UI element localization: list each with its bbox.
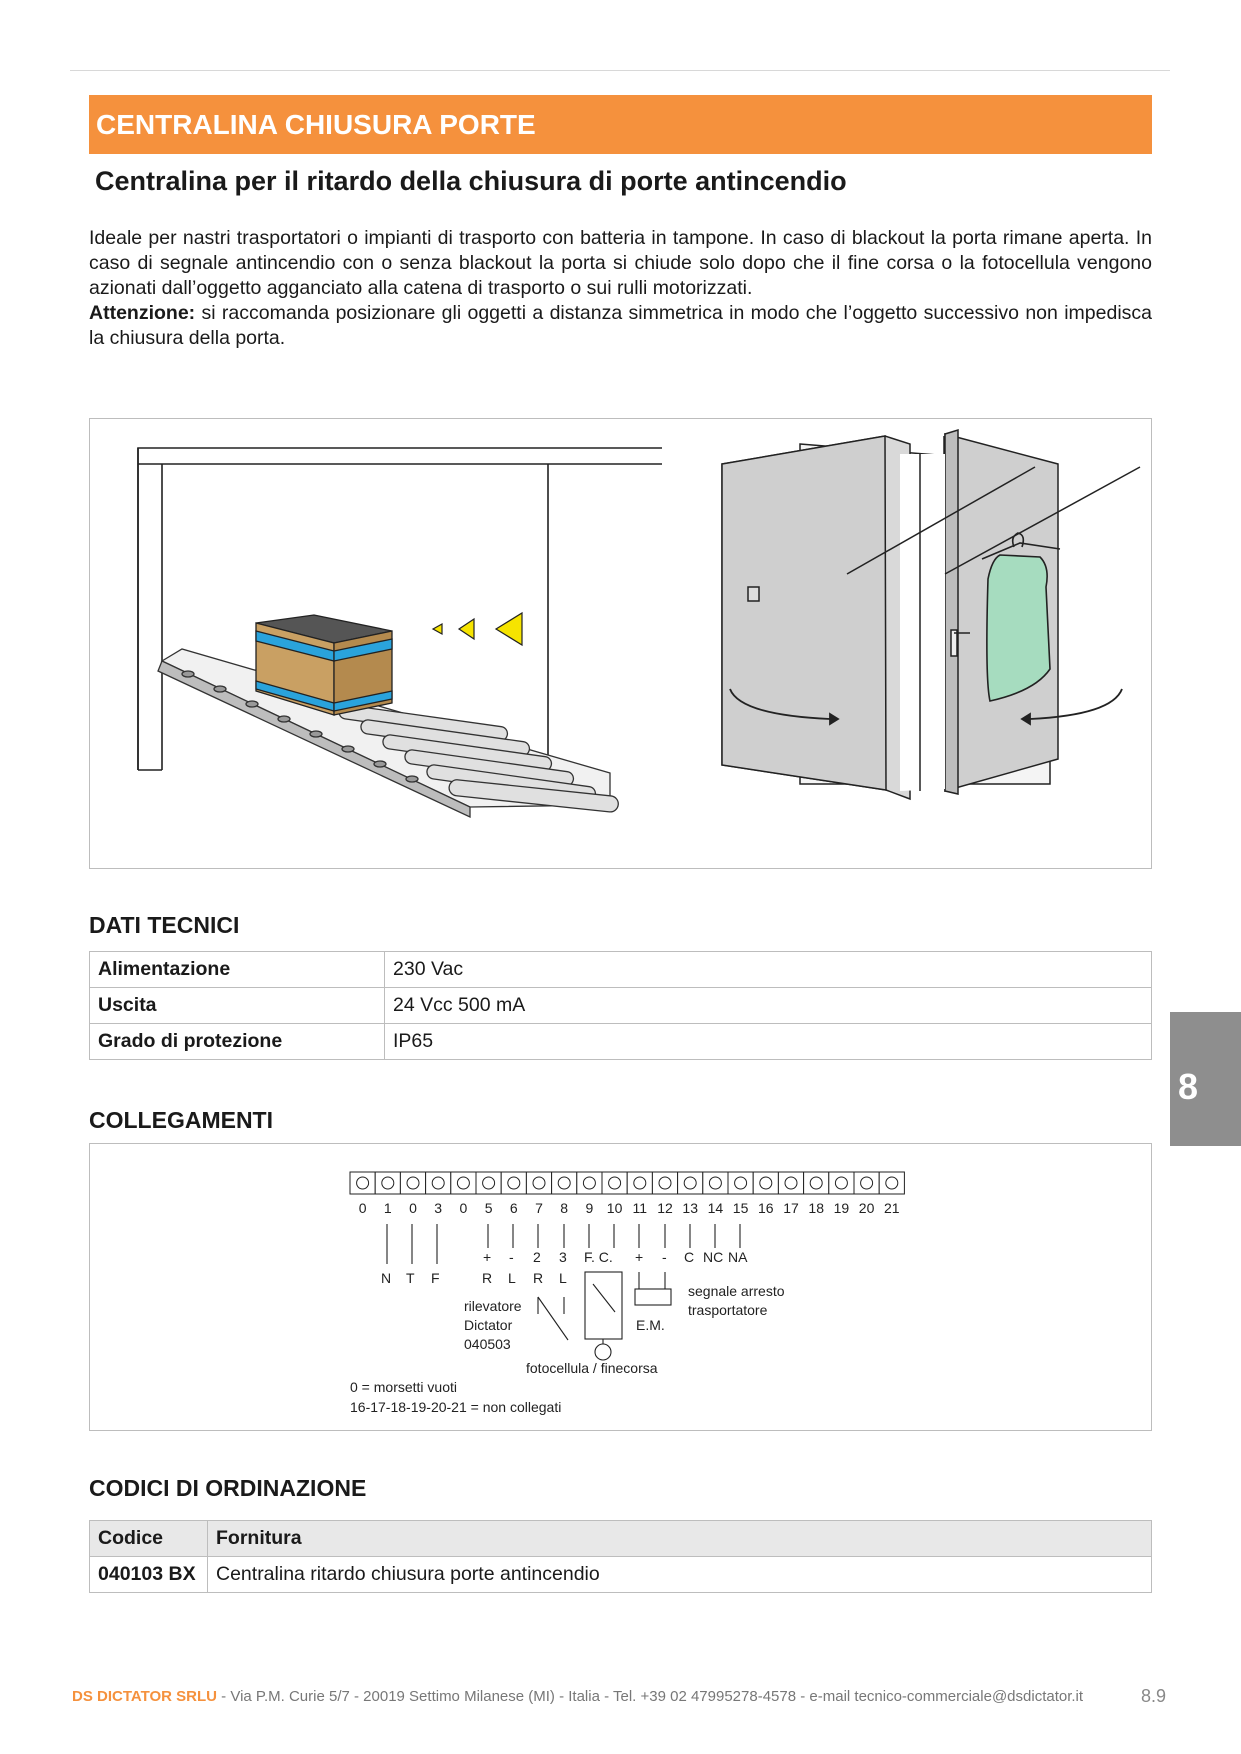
spec-value: 230 Vac xyxy=(385,952,1152,988)
collegamenti-title: COLLEGAMENTI xyxy=(89,1107,273,1133)
note-non-collegati: 16-17-18-19-20-21 = non collegati xyxy=(350,1399,562,1415)
order-code: 040103 BX xyxy=(90,1557,208,1593)
label-l: L xyxy=(508,1270,516,1286)
page-footer xyxy=(72,1688,1083,1705)
label-nc: NC xyxy=(703,1249,724,1265)
dati-tecnici-title: DATI TECNICI xyxy=(89,912,240,938)
terminal-screw-icon xyxy=(558,1177,570,1189)
wiring-svg xyxy=(90,1144,1151,1430)
terminal-number: 12 xyxy=(657,1200,673,1216)
terminal-number: 11 xyxy=(632,1200,648,1216)
spec-value: 24 Vcc 500 mA xyxy=(385,988,1152,1024)
codici-title: CODICI DI ORDINAZIONE xyxy=(89,1475,367,1501)
label-minus-em: - xyxy=(662,1249,667,1265)
table-row xyxy=(90,988,1152,1024)
terminal-number: 15 xyxy=(732,1200,749,1216)
chapter-number: 8 xyxy=(1178,1066,1199,1107)
illustration-svg xyxy=(90,419,1151,868)
terminal-number: 16 xyxy=(758,1200,774,1216)
label-fc: F. C. xyxy=(584,1249,613,1265)
terminal-screw-icon xyxy=(609,1177,621,1189)
terminal-number: 20 xyxy=(858,1200,875,1216)
label-em: E.M. xyxy=(636,1317,665,1333)
codici-table xyxy=(89,1520,1152,1593)
label-plus: + xyxy=(483,1249,492,1265)
terminal-screw-icon xyxy=(659,1177,671,1189)
terminal-screw-icon xyxy=(709,1177,721,1189)
label-minus: - xyxy=(509,1249,514,1265)
column-header-fornitura: Fornitura xyxy=(208,1521,1152,1557)
top-rule xyxy=(70,70,1170,71)
intro-text: Ideale per nastri trasportatori o impianti di trasporto con batteria in tampone. In caso di blackout la porta rimane aperta. In caso di segnale antincendio con o senza blackout la porta si chiude solo dopo che il fine corsa o la fotocellula vengono azionati dall’oggetto agganciato alla catena di trasporto o sui rulli motorizzati. xyxy=(89,227,1152,299)
terminal-screw-icon xyxy=(810,1177,822,1189)
label-r2: R xyxy=(533,1270,544,1286)
table-header-row xyxy=(90,1521,1152,1557)
banner-title: CENTRALINA CHIUSURA PORTE xyxy=(96,109,536,140)
footer-address: - Via P.M. Curie 5/7 - 20019 Settimo Milanese (MI) - Italia - Tel. +39 02 47995278-4578 - e-mail tecnico-commerciale@dsdictator.it xyxy=(217,1688,1084,1705)
column-header-codice: Codice xyxy=(90,1521,208,1557)
spec-label: Uscita xyxy=(90,988,385,1024)
footer-brand: DS DICTATOR SRLU xyxy=(72,1688,217,1705)
label-3: 3 xyxy=(559,1249,567,1265)
warning-label: Attenzione: xyxy=(89,302,196,324)
wiring-diagram xyxy=(89,1143,1152,1431)
terminal-number: 10 xyxy=(606,1200,623,1216)
terminal-number: 8 xyxy=(560,1200,569,1216)
terminal-screw-icon xyxy=(382,1177,394,1189)
terminal-screw-icon xyxy=(760,1177,772,1189)
sensor-beam-icon xyxy=(433,613,522,645)
fire-door-assembly xyxy=(722,430,1140,799)
terminal-screw-icon xyxy=(684,1177,696,1189)
label-dictator: Dictator xyxy=(464,1317,513,1333)
page-number: 8.9 xyxy=(1141,1686,1167,1706)
dati-tecnici-table xyxy=(89,951,1152,1060)
label-l2: L xyxy=(559,1270,567,1286)
table-row xyxy=(90,1557,1152,1593)
label-r: R xyxy=(482,1270,493,1286)
terminal-number: 18 xyxy=(808,1200,824,1216)
terminal-screw-icon xyxy=(735,1177,747,1189)
terminal-screw-icon xyxy=(583,1177,595,1189)
label-plus-em: + xyxy=(635,1249,644,1265)
terminal-number: 6 xyxy=(509,1200,518,1216)
terminal-number: 0 xyxy=(409,1200,417,1216)
terminal-number: 17 xyxy=(783,1200,799,1216)
terminal-screw-icon xyxy=(634,1177,646,1189)
spec-label: Grado di protezione xyxy=(90,1024,385,1060)
terminal-screw-icon xyxy=(407,1177,419,1189)
label-c: C xyxy=(684,1249,695,1265)
label-fotocellula: fotocellula / finecorsa xyxy=(526,1360,658,1376)
terminal-number: 5 xyxy=(484,1200,493,1216)
label-rilevatore: rilevatore xyxy=(464,1298,522,1314)
terminal-strip xyxy=(350,1172,904,1216)
terminal-number: 7 xyxy=(535,1200,543,1216)
order-description: Centralina ritardo chiusura porte antincendio xyxy=(208,1557,1152,1593)
terminal-number: 9 xyxy=(585,1200,594,1216)
warning-text: si raccomanda posizionare gli oggetti a distanza simmetrica in modo che l’oggetto successivo non impedisca la chiusura della porta. xyxy=(89,302,1152,349)
terminal-screw-icon xyxy=(432,1177,444,1189)
table-row xyxy=(90,952,1152,988)
label-na: NA xyxy=(728,1249,748,1265)
spec-label: Alimentazione xyxy=(90,952,385,988)
intro-paragraph xyxy=(89,226,1152,351)
terminal-screw-icon xyxy=(886,1177,898,1189)
label-2: 2 xyxy=(533,1249,541,1265)
terminal-number: 0 xyxy=(358,1200,367,1216)
table-row xyxy=(90,1024,1152,1060)
terminal-number: 21 xyxy=(884,1200,900,1216)
terminal-screw-icon xyxy=(508,1177,520,1189)
terminal-number: 19 xyxy=(833,1200,850,1216)
wiring-labels xyxy=(350,1249,785,1415)
page-subtitle: Centralina per il ritardo della chiusura di porte antincendio xyxy=(95,166,847,196)
terminal-screw-icon xyxy=(457,1177,469,1189)
terminal-screw-icon xyxy=(785,1177,797,1189)
terminal-number: 1 xyxy=(383,1200,392,1216)
terminal-number: 0 xyxy=(459,1200,468,1216)
section-banner xyxy=(89,95,1152,154)
label-n: N xyxy=(381,1270,392,1286)
terminal-screw-icon xyxy=(533,1177,545,1189)
spec-value: IP65 xyxy=(385,1024,1152,1060)
terminal-screw-icon xyxy=(861,1177,873,1189)
terminal-number: 14 xyxy=(707,1200,724,1216)
label-codice-rilevatore: 040503 xyxy=(464,1336,511,1352)
label-trasportatore: trasportatore xyxy=(688,1302,768,1318)
terminal-screw-icon xyxy=(357,1177,369,1189)
terminal-number: 13 xyxy=(682,1200,698,1216)
terminal-screw-icon xyxy=(835,1177,847,1189)
label-f: F xyxy=(431,1270,440,1286)
note-morsetti: 0 = morsetti vuoti xyxy=(350,1379,457,1395)
label-segnale: segnale arresto xyxy=(688,1283,785,1299)
chapter-tab xyxy=(1170,1012,1241,1146)
terminal-screw-icon xyxy=(483,1177,495,1189)
label-t: T xyxy=(406,1270,415,1286)
product-illustration xyxy=(89,418,1152,869)
terminal-number: 3 xyxy=(434,1200,443,1216)
